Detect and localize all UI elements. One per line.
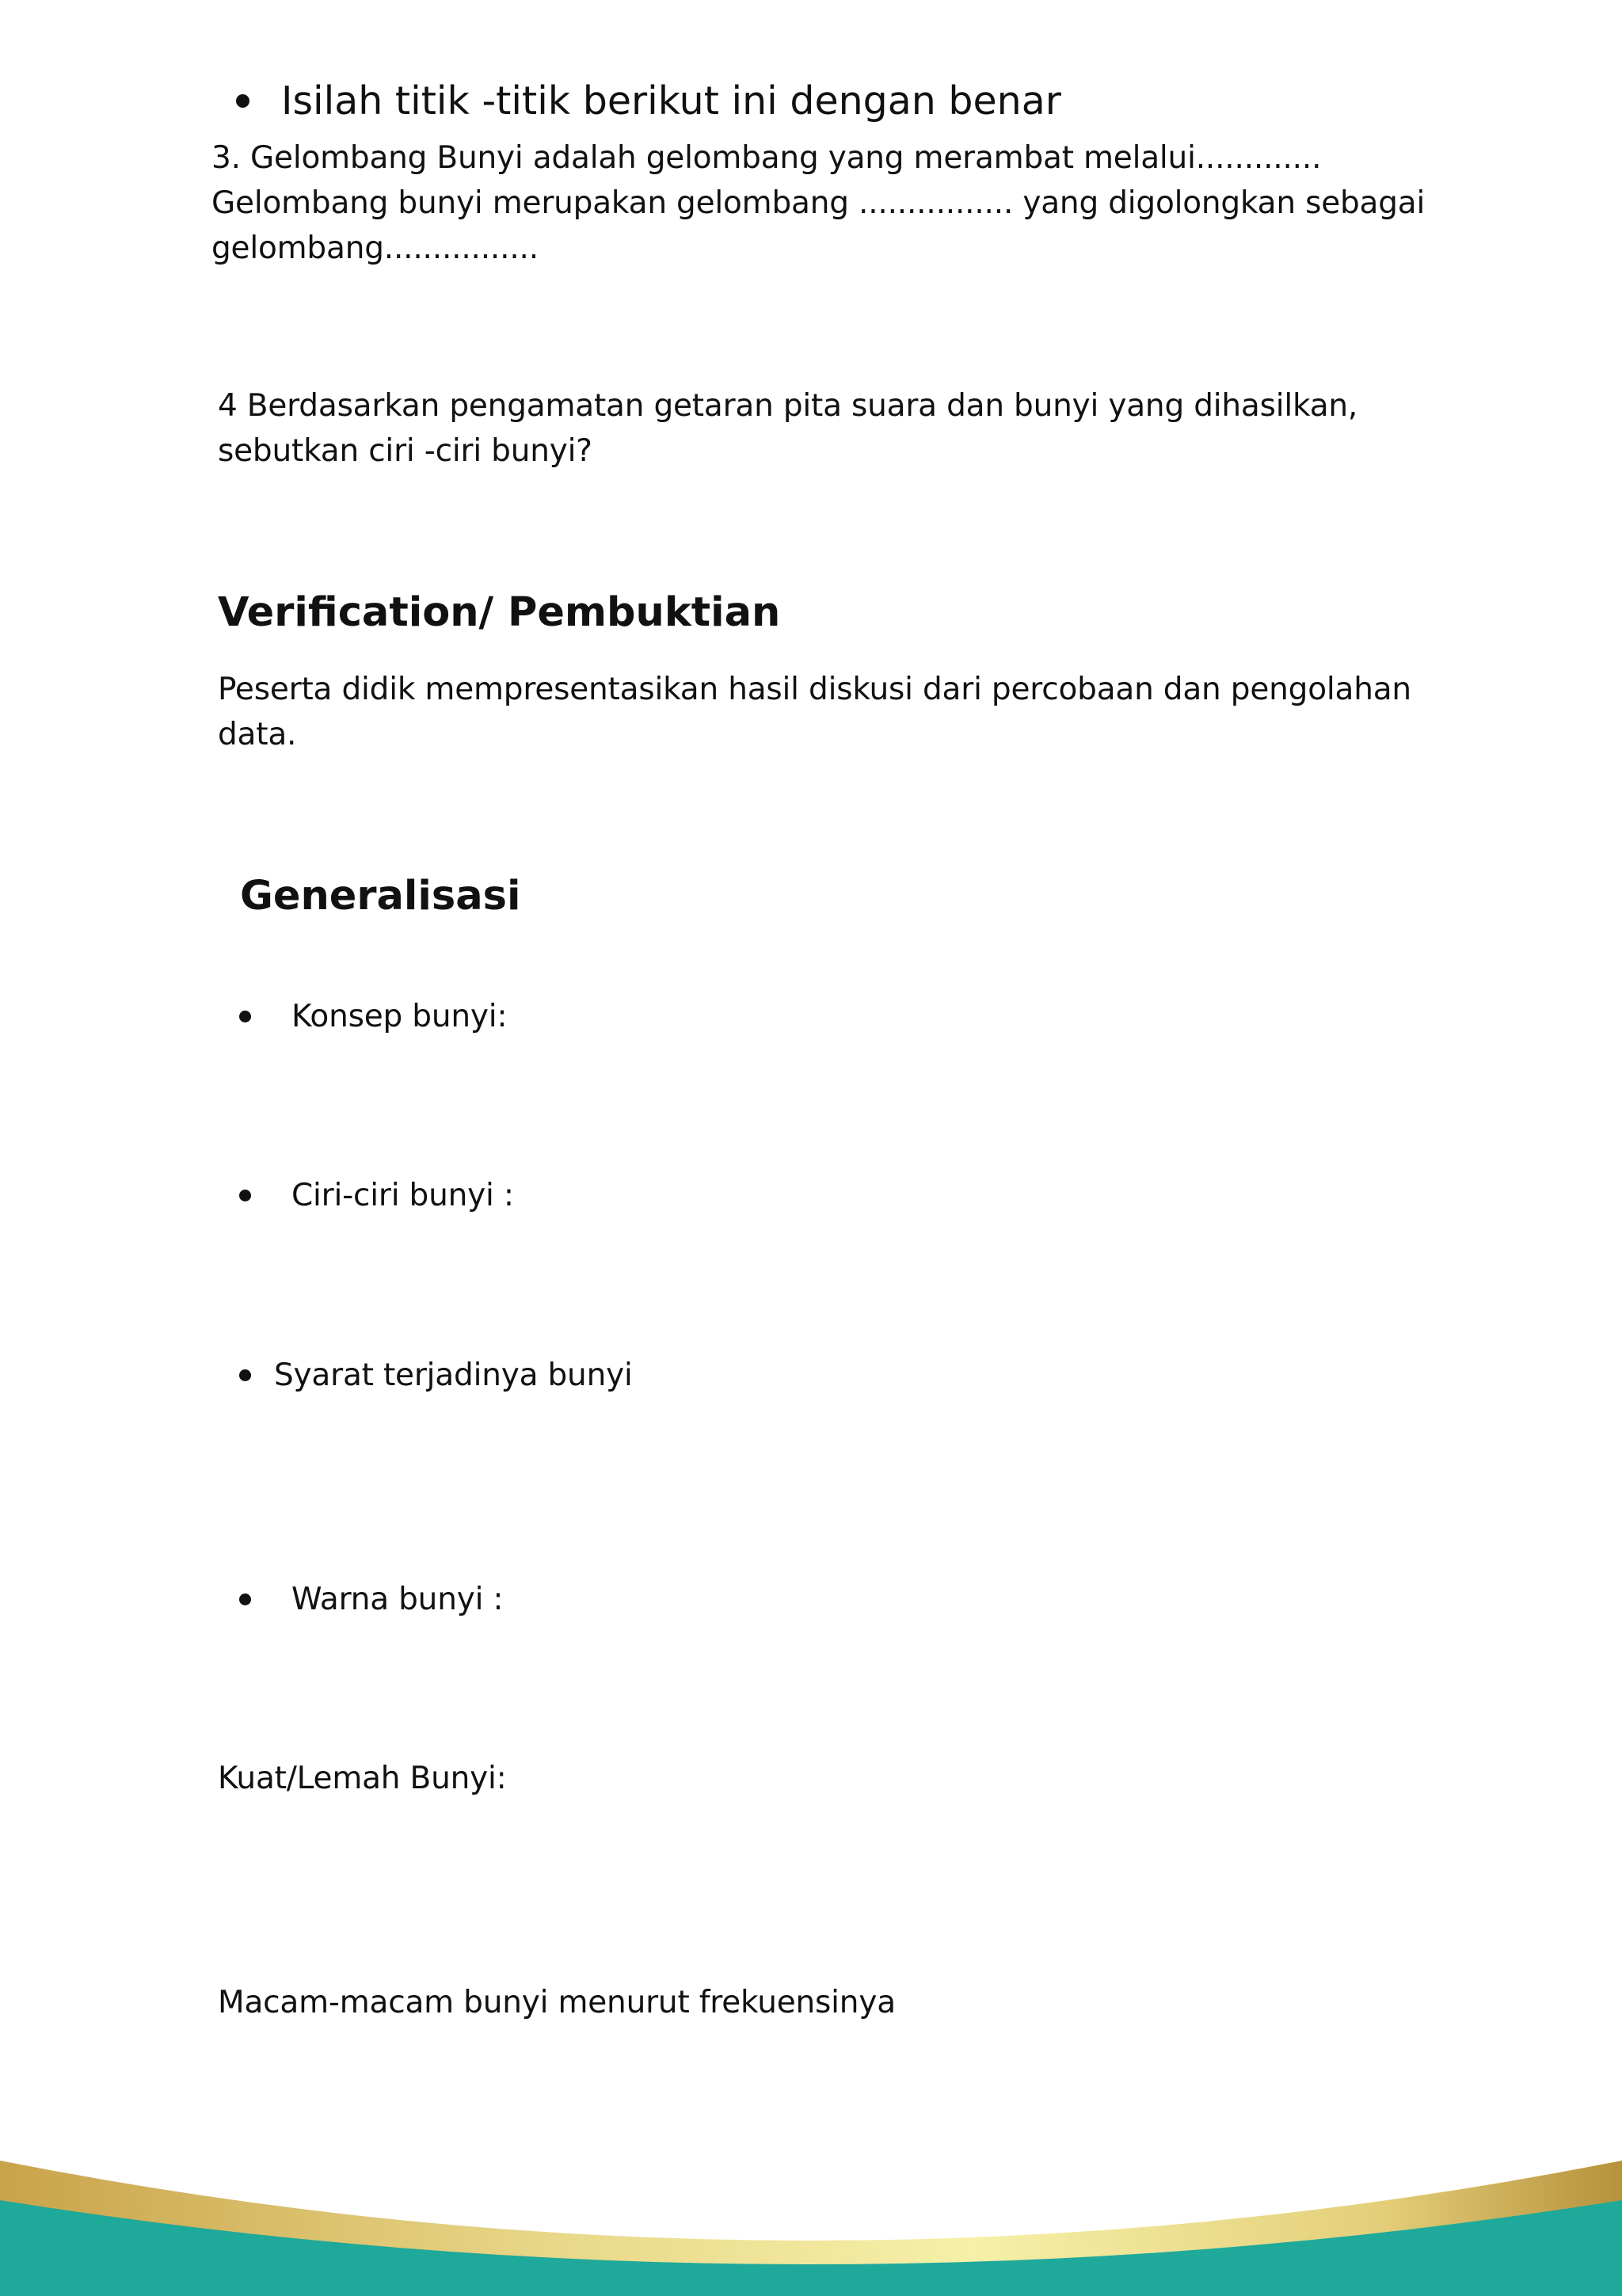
instruction-text: Isilah titik -titik berikut ini dengan benar xyxy=(281,78,1061,124)
question-3-line-1: 3. Gelombang Bunyi adalah gelombang yang merambat melalui............. xyxy=(211,140,1322,176)
bullet-dot xyxy=(239,1593,251,1605)
question-4 xyxy=(218,383,1564,474)
generalisasi-heading: Generalisasi xyxy=(240,873,521,920)
generalisasi-item-ciri: Ciri-ciri bunyi : xyxy=(291,1178,514,1213)
verification-body xyxy=(218,667,1580,757)
question-4-line-1: 4 Berdasarkan pengamatan getaran pita suara dan bunyi yang dihasilkan, xyxy=(218,388,1358,424)
bullet-dot xyxy=(239,1369,251,1381)
generalisasi-item-warna: Warna bunyi : xyxy=(291,1582,504,1617)
question-3-line-2: Gelombang bunyi merupakan gelombang ................ yang digolongkan sebagai xyxy=(211,185,1426,221)
generalisasi-item-konsep: Konsep bunyi: xyxy=(291,999,508,1034)
kuat-lemah-label: Kuat/Lemah Bunyi: xyxy=(218,1761,507,1796)
bullet-dot xyxy=(239,1011,251,1022)
bullet-dot xyxy=(239,1190,251,1201)
generalisasi-item-syarat: Syarat terjadinya bunyi xyxy=(274,1357,633,1393)
verification-heading: Verification/ Pembuktian xyxy=(218,589,781,636)
question-3 xyxy=(211,135,1558,271)
bullet-dot xyxy=(236,94,249,108)
verification-line-1: Peserta didik mempresentasikan hasil diskusi dari percobaan dan pengolahan xyxy=(218,672,1411,707)
verification-line-2: data. xyxy=(218,717,297,752)
question-4-line-2: sebutkan ciri -ciri bunyi? xyxy=(218,433,592,469)
footer-wave-decoration xyxy=(0,2138,1622,2296)
macam-bunyi-label: Macam-macam bunyi menurut frekuensinya xyxy=(218,1985,896,2020)
question-3-line-3: gelombang................ xyxy=(211,230,539,266)
